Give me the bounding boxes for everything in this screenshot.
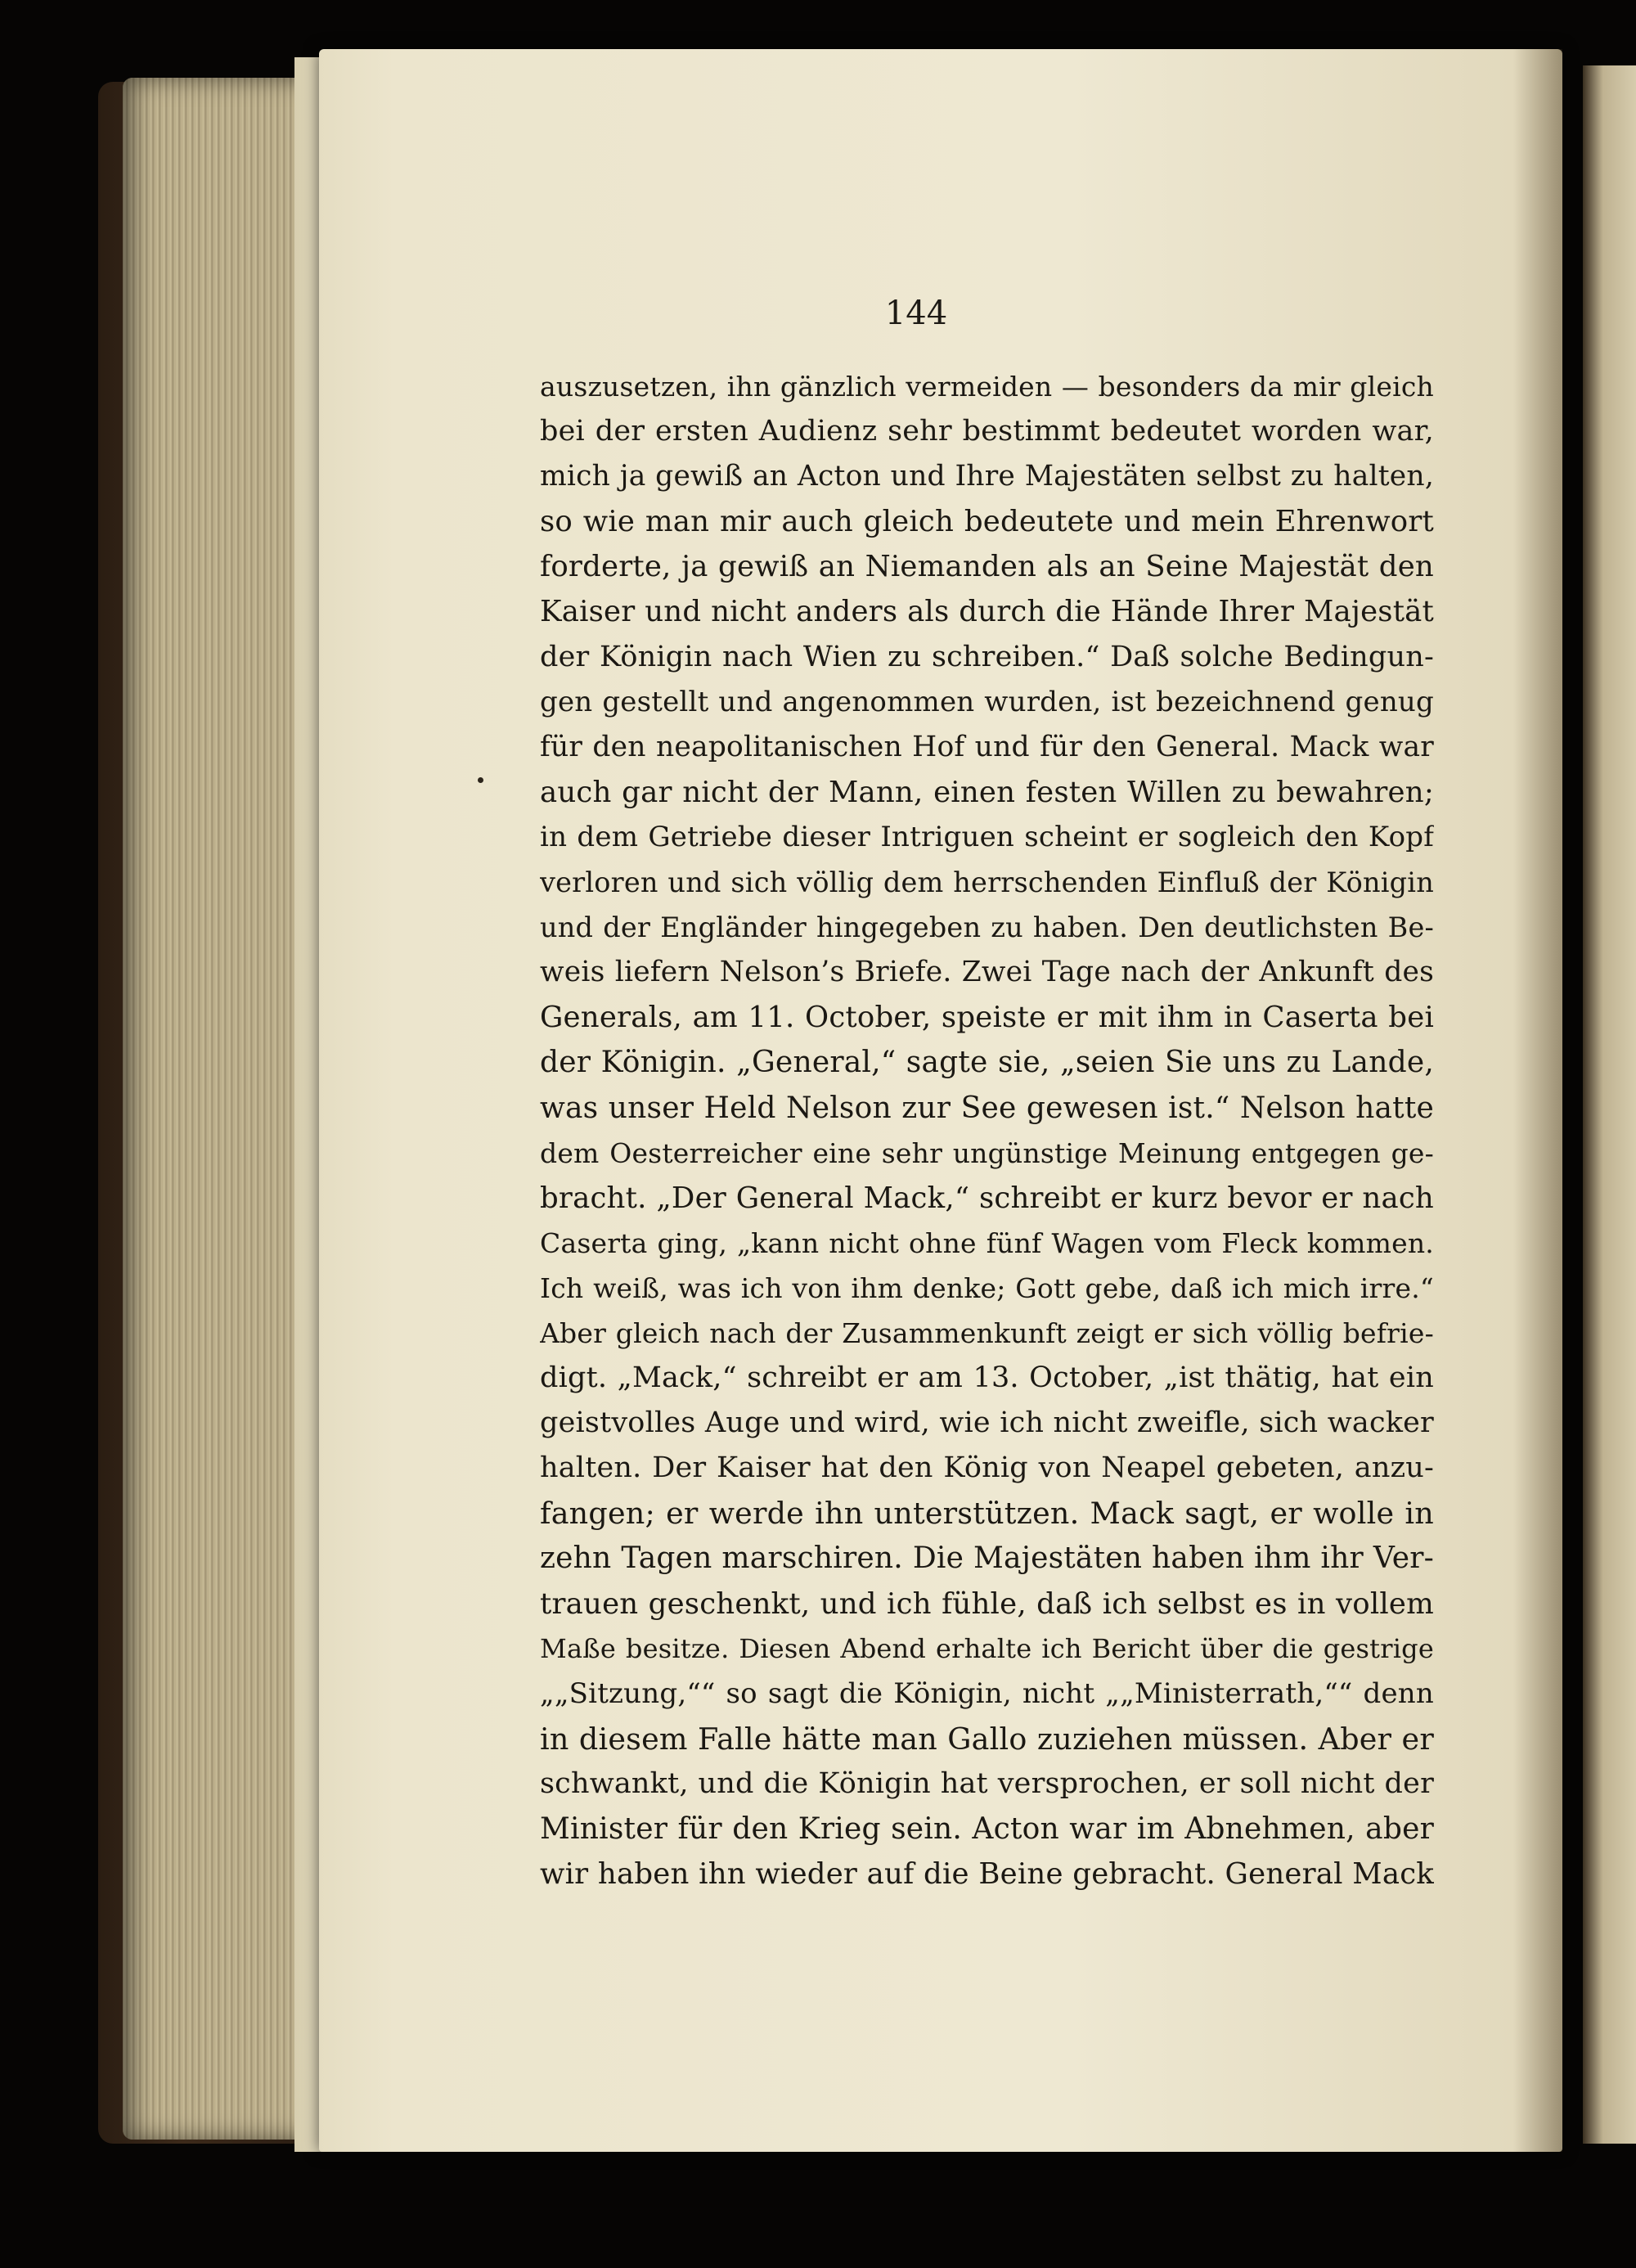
text-line: Maße besitze. Diesen Abend erhalte ich Bericht über die gestrige [540,1632,1434,1664]
text-line: weis liefern Nelson’s Briefe. Zwei Tage nach der Ankunft des [540,956,1434,989]
gutter-shadow [1513,49,1562,2152]
text-line: auch gar nicht der Mann, einen festen Willen zu bewahren; [540,775,1434,809]
text-line: Ich weiß, was ich von ihm denke; Gott gebe, daß ich mich irre.“ [540,1271,1434,1304]
text-line: mich ja gewiß an Acton und Ihre Majestäten selbst zu halten, [540,460,1434,493]
text-line: wir haben ihn wieder auf die Beine gebracht. General Mack [540,1857,1434,1892]
text-line: für den neapolitanischen Hof und für den General. Mack war [540,730,1434,763]
text-line: bei der ersten Audienz sehr bestimmt bedeutet worden war, [540,415,1434,448]
text-line: digt. „Mack,“ schreibt er am 13. October, „ist thätig, hat ein [540,1361,1434,1395]
text-line: in diesem Falle hätte man Gallo zuziehen müssen. Aber er [540,1721,1434,1757]
text-line: geistvolles Auge und wird, wie ich nicht zweifle, sich wacker [540,1406,1434,1440]
text-line: so wie man mir auch gleich bedeutete und mein Ehrenwort [540,505,1434,539]
text-line: Minister für den Krieg sein. Acton war im Abnehmen, aber [540,1812,1434,1846]
text-line: der Königin nach Wien zu schreiben.“ Daß solche Bedingun- [540,640,1434,673]
text-line: Aber gleich nach der Zusammenkunft zeigt er sich völlig befrie- [540,1316,1434,1349]
body-text [540,364,1434,1897]
text-line: auszusetzen, ihn gänzlich vermeiden — besonders da mir gleich [540,371,1434,403]
text-line: forderte, ja gewiß an Niemanden als an Seine Majestät den [540,550,1434,584]
text-line: zehn Tagen marschiren. Die Majestäten haben ihm ihr Ver- [540,1541,1434,1576]
text-line: was unser Held Nelson zur See gewesen ist.“ Nelson hatte [540,1091,1434,1125]
page-number: 144 [884,295,948,332]
facing-page-edge [1583,65,1636,2144]
text-line: verloren und sich völlig dem herrschenden Einfluß der Königin [540,866,1434,899]
text-line: Caserta ging, „kann nicht ohne fünf Wagen vom Fleck kommen. [540,1226,1434,1259]
book-page [319,49,1562,2152]
text-line: bracht. „Der General Mack,“ schreibt er kurz bevor er nach [540,1181,1434,1215]
text-line: dem Oesterreicher eine sehr ungünstige Meinung entgegen ge- [540,1136,1434,1169]
text-line: schwankt, und die Königin hat versprochen, er soll nicht der [540,1766,1434,1800]
text-line: Generals, am 11. October, speiste er mit ihm in Caserta bei [540,1001,1434,1035]
text-line: in dem Getriebe dieser Intriguen scheint er sogleich den Kopf [540,820,1434,853]
text-line: „„Sitzung,““ so sagt die Königin, nicht „„Ministerrath,““ denn [540,1676,1434,1710]
text-line: fangen; er werde ihn unterstützen. Mack sagt, er wolle in [540,1496,1434,1532]
text-line: trauen geschenkt, und ich fühle, daß ich selbst es in vollem [540,1586,1434,1621]
text-line: Kaiser und nicht anders als durch die Hände Ihrer Majestät [540,595,1434,629]
text-line: gen gestellt und angenommen wurden, ist bezeichnend genug [540,685,1434,718]
paper-speck [478,777,483,783]
text-line: und der Engländer hingegeben zu haben. Den deutlichsten Be- [540,911,1434,944]
text-line: der Königin. „General,“ sagte sie, „seien Sie uns zu Lande, [540,1046,1434,1080]
text-line: halten. Der Kaiser hat den König von Neapel gebeten, anzu- [540,1451,1434,1485]
